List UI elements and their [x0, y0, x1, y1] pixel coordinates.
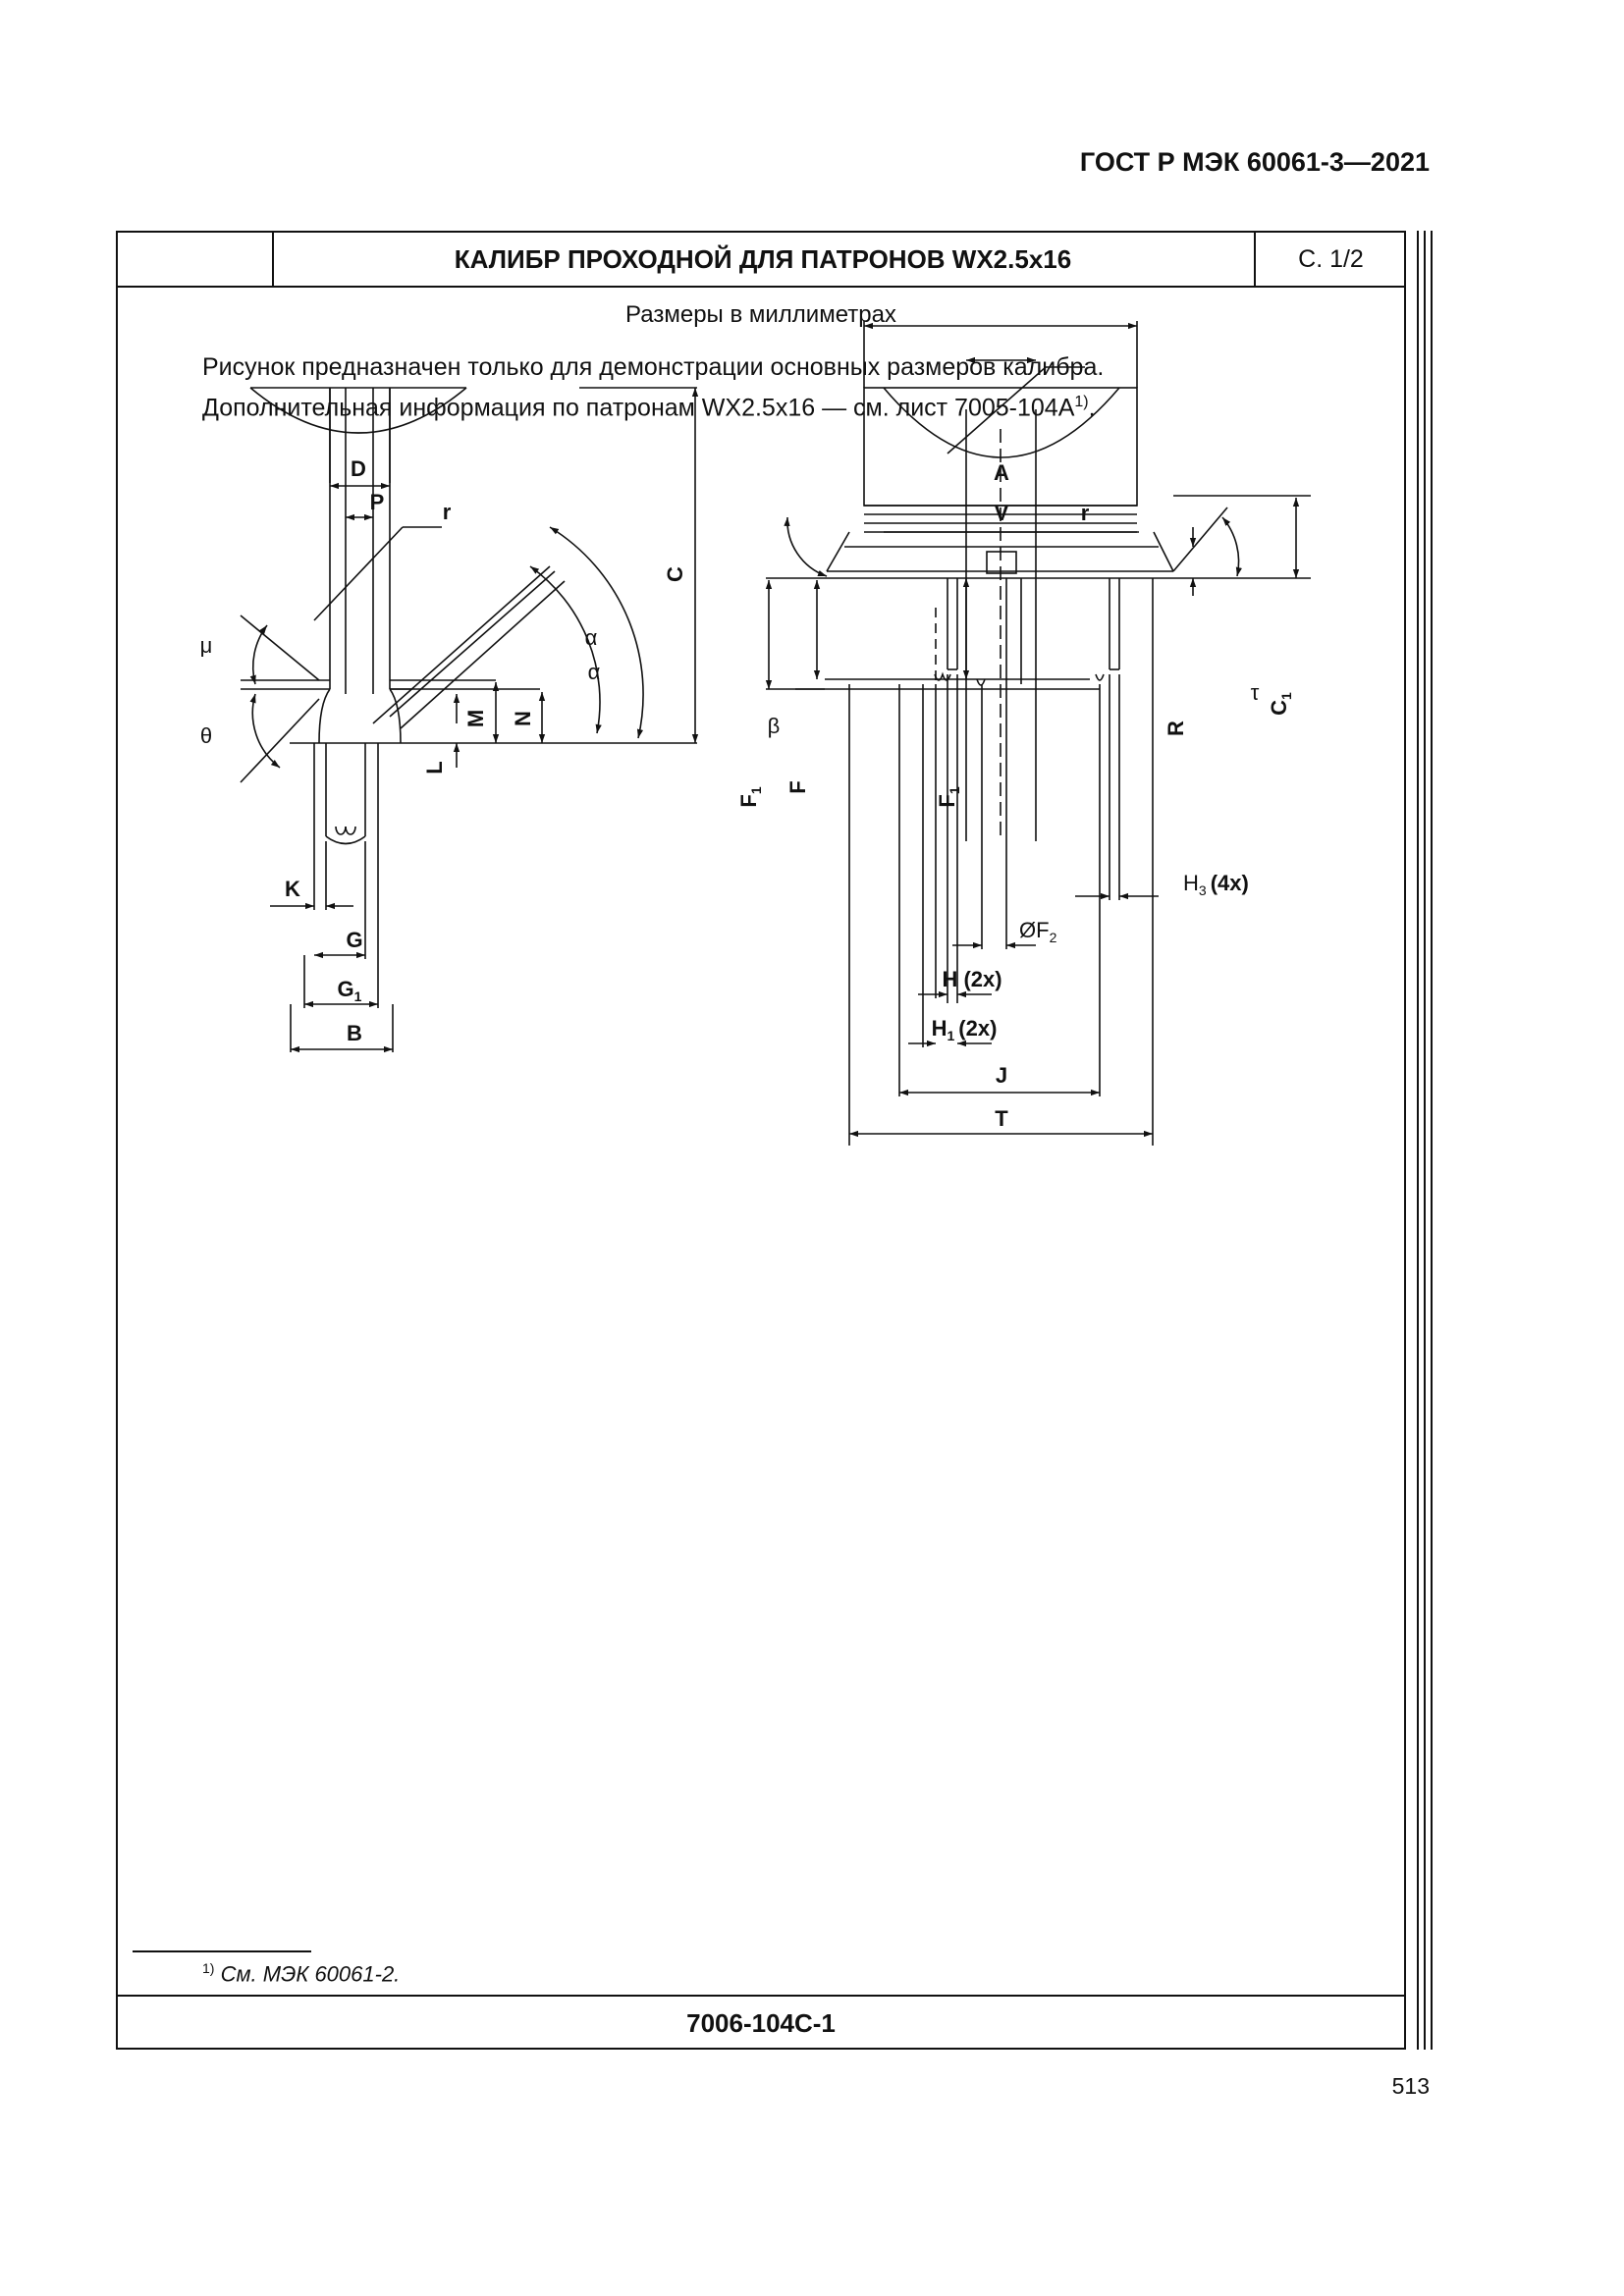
svg-text:F1: $F_1$	[935, 786, 962, 808]
footnote-ref: 1)	[202, 1960, 215, 1976]
svg-text:F1: $F_1$	[736, 786, 764, 808]
label-F: F	[785, 780, 810, 794]
drawing-frame	[116, 231, 1406, 2050]
footer-block	[118, 1995, 1404, 2050]
label-F1-left	[736, 786, 764, 807]
label-G: G	[346, 928, 363, 952]
label-alpha-inner: α	[587, 660, 601, 684]
label-P: P	[369, 490, 385, 514]
technical-drawing	[118, 233, 1406, 1214]
label-R: R	[1164, 721, 1188, 736]
label-M: M	[463, 709, 488, 728]
sheet-code: 7006-104C-1	[686, 2008, 836, 2038]
label-F1-center	[935, 786, 962, 807]
footnote-rule	[133, 1950, 311, 1952]
label-V: V	[994, 501, 1009, 525]
label-H: H (2x)	[942, 967, 1002, 991]
page-number: 513	[1391, 2073, 1430, 2099]
svg-text:C1: $C_1$	[1267, 692, 1294, 716]
label-L: L	[422, 761, 447, 774]
note-line-2: Дополнительная информация по патронам WX2.5x16 — см. лист $7005-104A^{1)}$.	[202, 394, 1096, 422]
label-G1: $G_1$	[337, 977, 362, 1004]
note-line-1: Рисунок предназначен только для демонстрации основных размеров калибра.	[202, 353, 1105, 381]
footnote	[202, 1960, 400, 1987]
label-F2: $ØF_2$	[1019, 918, 1057, 945]
footnote-text: См. МЭК 60061-2.	[220, 1961, 401, 1987]
label-D: D	[351, 456, 366, 481]
label-r-right: r	[1080, 501, 1090, 525]
label-H1: $H_1$ (2x)	[931, 1016, 998, 1043]
frame-edge-line-2	[1424, 231, 1426, 2050]
label-H3: $H_3$ (4x)	[1183, 871, 1249, 898]
frame-edge-line-1	[1417, 231, 1419, 2050]
label-r-left: r	[442, 500, 452, 524]
label-N: N	[511, 711, 535, 726]
label-beta: β	[767, 714, 781, 738]
label-C1	[1267, 692, 1294, 716]
sheet-title: КАЛИБР ПРОХОДНОЙ ДЛЯ ПАТРОНОВ WX2.5x16	[454, 244, 1072, 274]
right-gauge-view	[766, 321, 1311, 1146]
units-caption: Размеры в миллиметрах	[625, 301, 896, 328]
label-C: C	[663, 566, 687, 582]
label-T: T	[995, 1106, 1008, 1131]
label-J: J	[995, 1063, 1008, 1088]
label-tau: τ	[1250, 680, 1260, 705]
label-alpha-outer: α	[584, 625, 598, 650]
label-A: A	[994, 460, 1009, 485]
label-B: B	[347, 1021, 362, 1045]
label-K: K	[285, 877, 300, 901]
sheet-page: С. 1/2	[1254, 233, 1406, 286]
label-mu: μ	[199, 633, 213, 658]
note-footnote-ref: 1)	[1074, 394, 1089, 410]
frame-edge-line-3	[1431, 231, 1433, 2050]
document-standard-header: ГОСТ Р МЭК 60061-3—2021	[1079, 147, 1430, 177]
label-theta: θ	[199, 723, 213, 748]
